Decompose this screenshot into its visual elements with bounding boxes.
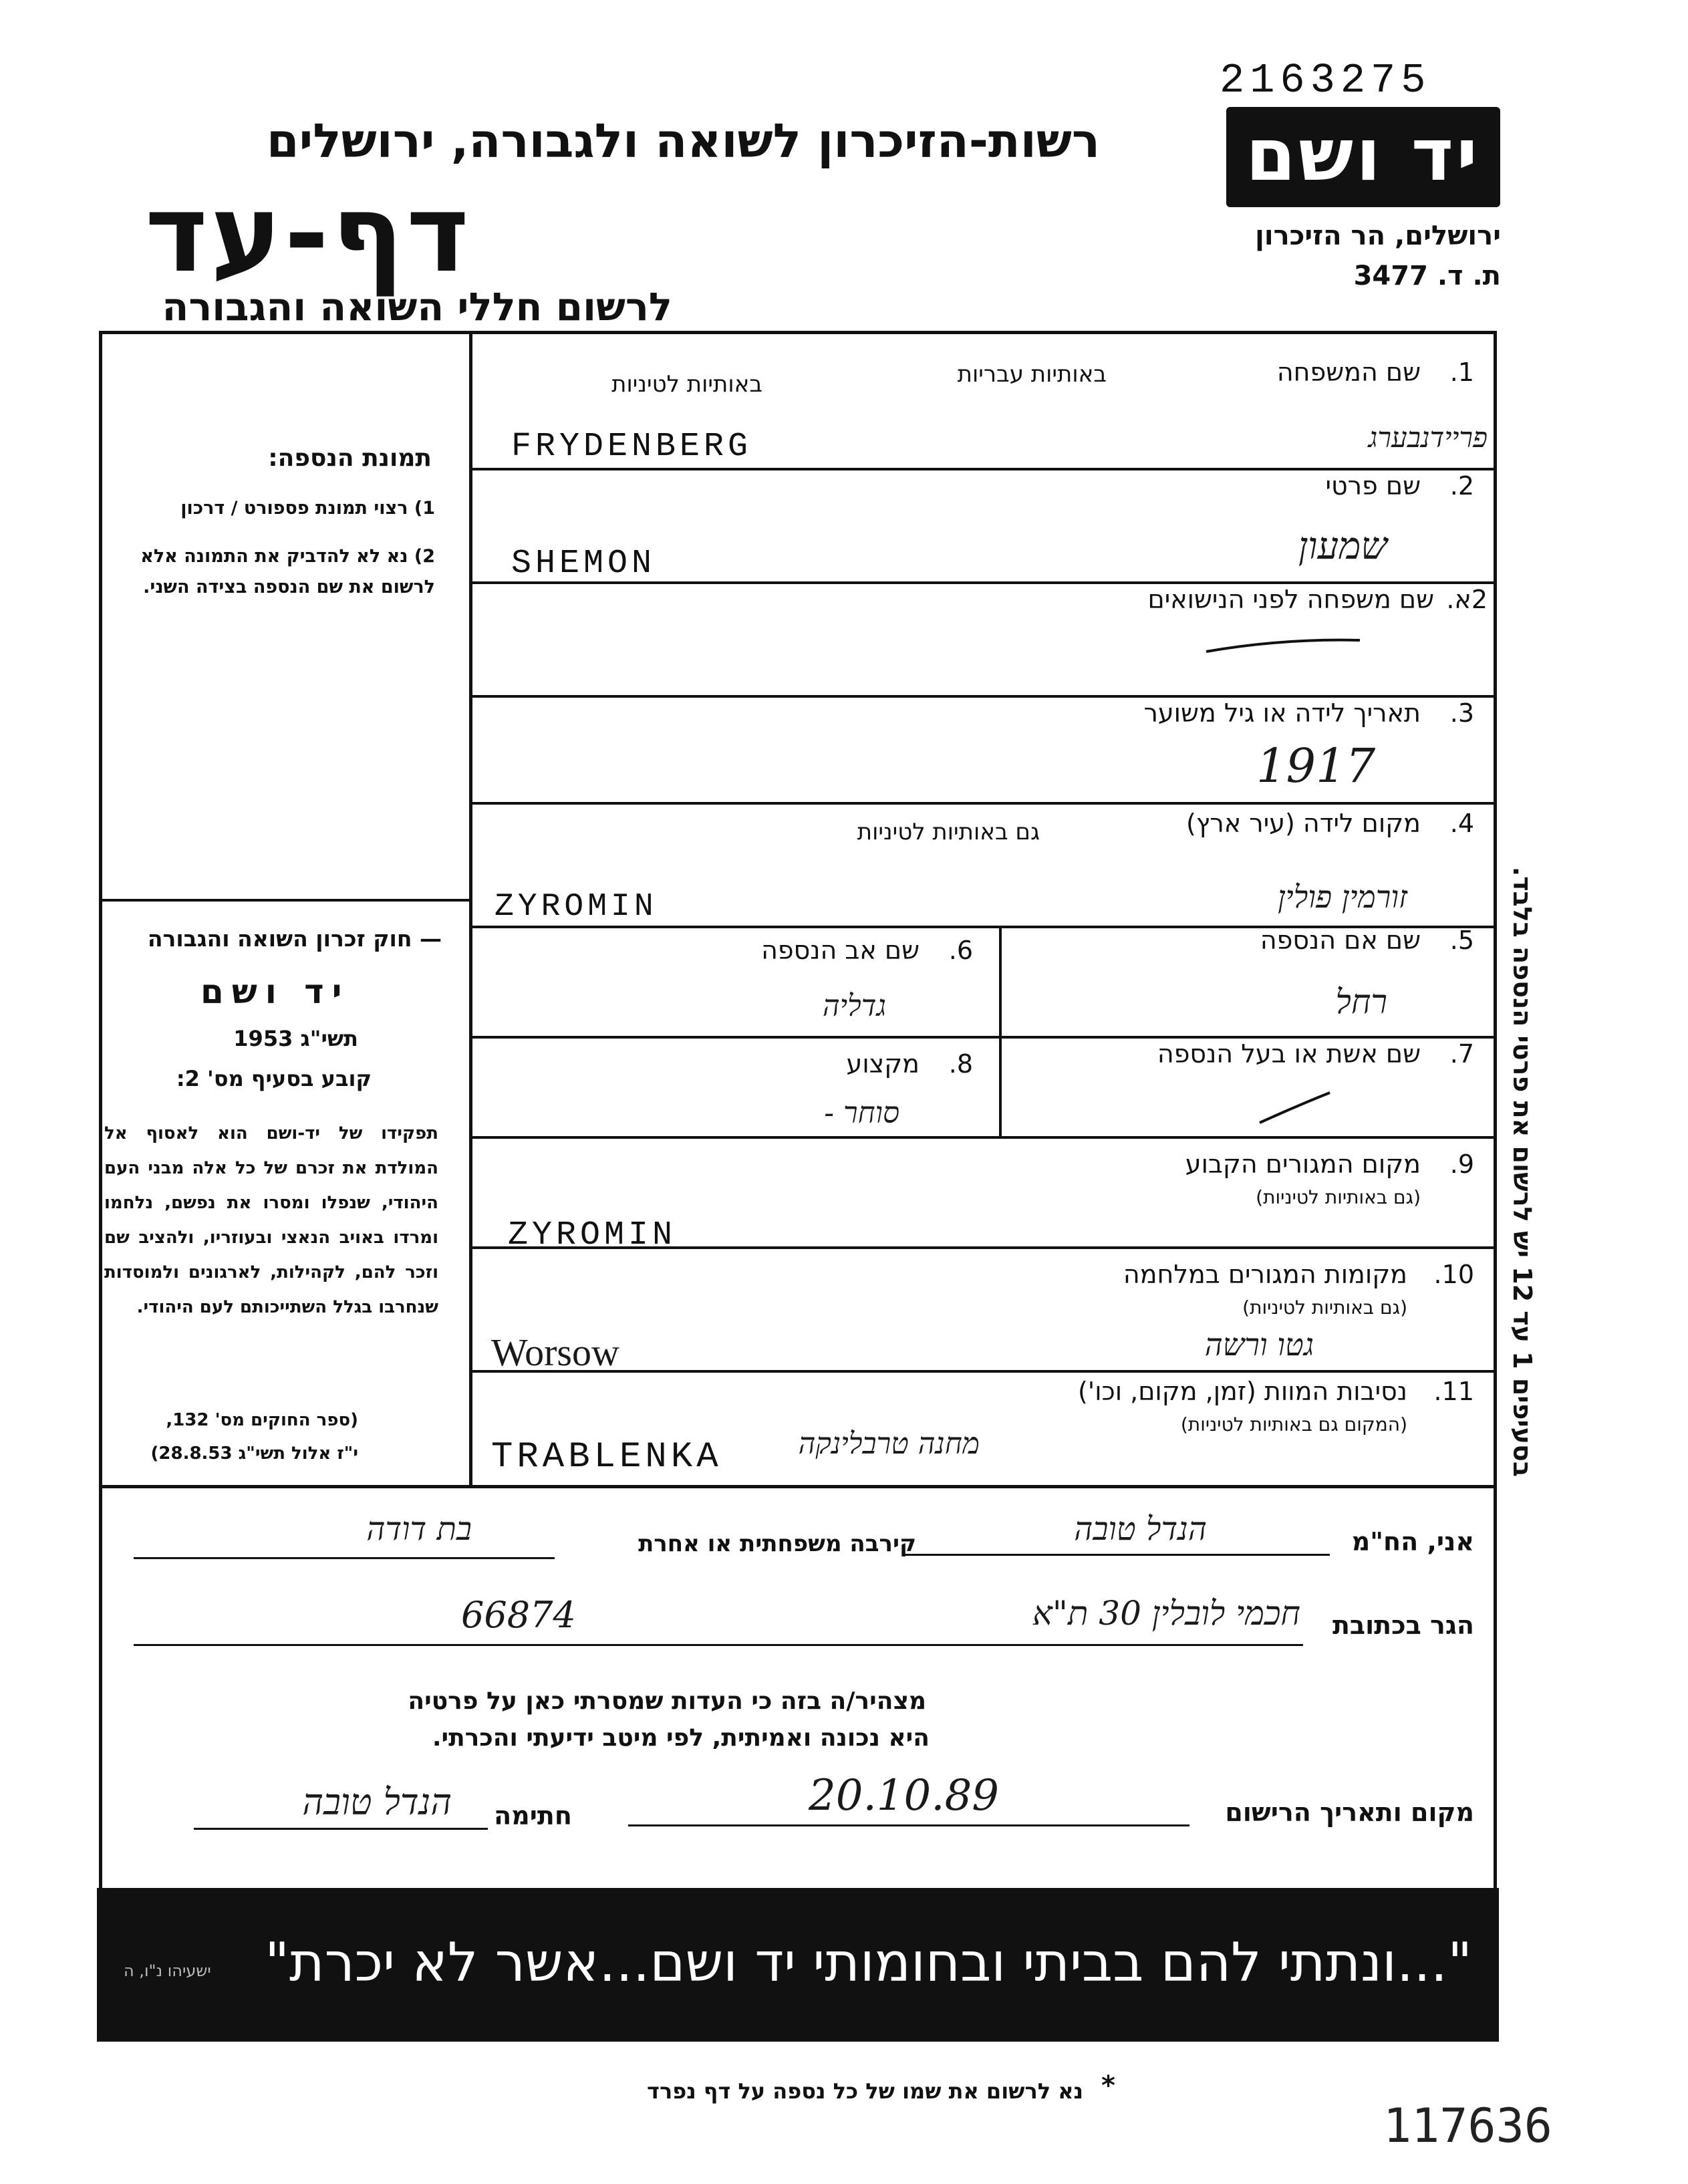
declarant-zip-value: 66874 xyxy=(461,1594,576,1636)
row-line-9 xyxy=(471,1370,1497,1373)
place-date-value: 20.10.89 xyxy=(809,1771,999,1820)
signature-label: חתימה xyxy=(494,1801,572,1830)
declarant-ani-value: הנדל טובה xyxy=(1074,1510,1207,1548)
declarant-kirva-value: בת דודה xyxy=(366,1510,472,1548)
declarant-kirva-line xyxy=(134,1557,555,1559)
footer-note: נא לרשום את שמו של כל נספה על דף נפרד xyxy=(647,2078,1083,2104)
law-body: תפקידו של יד-ושם הוא לאסוף אל המולדת את זכרם של כל אלה מבני העם היהודי, שנפלו ומסרו את נפשם, נלחמו ומרדו באויב הנאצי ובעוזריו, ולהציב שם וזכר להם, לקהילות, לארגונים ולמוסדות שנחרבו בגלל השתייכותם לעם היהודי. xyxy=(104,1123,438,1317)
field6-label: שם אב הנספה xyxy=(761,936,920,965)
photo-box-title: תמונת הנספה: xyxy=(268,444,432,472)
declarant-kirva-label: קירבה משפחתית או אחרת xyxy=(638,1530,916,1557)
quote-banner xyxy=(97,1888,1499,2042)
law-line3: תשי"ג 1953 xyxy=(233,1026,358,1051)
header-authority: רשות-הזיכרון לשואה ולגבורה, ירושלים xyxy=(266,114,1100,168)
field1-label: שם המשפחה xyxy=(1276,358,1421,387)
declarant-address-line xyxy=(134,1644,1303,1646)
header-subtitle: לרשום חללי השואה והגבורה xyxy=(162,284,672,329)
field3-label: תאריך לידה או גיל משוער xyxy=(1143,698,1421,728)
field4-value-latin: ZYROMIN xyxy=(495,889,658,925)
declaration-line2: היא נכונה ואמיתית, לפי מיטב ידיעתי והכרתי. xyxy=(432,1724,930,1752)
field6-number: 6. xyxy=(948,936,973,965)
side-note: בסעיפים 1 עד 12 יש לרשום את פרטי הנספה בלבד. xyxy=(1508,866,1537,1477)
law-line4: קובע בסעיף מס' 2: xyxy=(176,1066,372,1091)
field9-sub: (גם באותיות לטיניות) xyxy=(1256,1186,1421,1208)
field9-number: 9. xyxy=(1449,1149,1474,1179)
signature-line xyxy=(194,1828,488,1830)
field7-label: שם אשת או בעל הנספה xyxy=(1157,1039,1421,1069)
left-column-separator xyxy=(99,899,472,902)
field2-number: 2. xyxy=(1449,471,1474,501)
field3-value: 1917 xyxy=(1256,738,1376,793)
field2-value-hebrew: שמעון xyxy=(1298,525,1387,568)
logo-address-line2: ת. ד. 3477 xyxy=(1353,261,1501,291)
field1-value-hebrew: פריידנבערג xyxy=(1368,421,1488,454)
field11-value-hebrew: מחנה טרבלינקה xyxy=(798,1427,980,1461)
field1-col-latin: באותיות לטיניות xyxy=(611,371,762,398)
field9-label: מקום המגורים הקבוע xyxy=(1185,1149,1421,1179)
declarant-ani-label: אני, הח"מ xyxy=(1351,1527,1474,1556)
field10-label: מקומות המגורים במלחמה xyxy=(1123,1260,1407,1289)
field1-value-latin: FRYDENBERG xyxy=(511,428,752,466)
field2-value-latin: SHEMON xyxy=(511,545,656,583)
law-ref1: (ספר החוקים מס' 132, xyxy=(166,1410,358,1430)
law-line2: יד ושם xyxy=(200,972,350,1011)
field5-label: שם אם הנספה xyxy=(1260,926,1421,955)
field10-number: 10. xyxy=(1433,1260,1474,1289)
declarant-ani-line xyxy=(902,1554,1330,1556)
field3-number: 3. xyxy=(1449,698,1474,728)
field7-number: 7. xyxy=(1449,1039,1474,1069)
field2a-dash xyxy=(1203,635,1363,655)
signature-value: הנדל טובה xyxy=(302,1781,452,1823)
field1-col-hebrew: באותיות עבריות xyxy=(957,361,1107,388)
row-line-6 xyxy=(471,1036,1497,1039)
field10-value-hebrew: גטו ורשה xyxy=(1204,1327,1314,1363)
field4-label: מקום לידה (עיר ארץ) xyxy=(1186,809,1421,838)
field9-value-latin: ZYROMIN xyxy=(508,1216,677,1254)
row-line-3 xyxy=(471,695,1497,698)
quote-banner-source: ישעיהו נ"ו, ה xyxy=(124,1961,211,1980)
field10-value-latin: Worsow xyxy=(491,1331,619,1374)
field11-value-latin: TRABLENKA xyxy=(491,1437,722,1478)
row-line-1 xyxy=(471,468,1497,470)
field10-sub: (גם באותיות לטיניות) xyxy=(1242,1296,1407,1319)
footer-star: * xyxy=(1101,2070,1115,2101)
declaration-line1: מצהיר/ה בזה כי העדות שמסרתי כאן על פרטיה xyxy=(408,1687,926,1715)
field5-value: רחל xyxy=(1335,982,1387,1021)
field6-value: גדליה xyxy=(822,989,886,1023)
field4-value-hebrew: זורמין פולין xyxy=(1277,879,1407,915)
document-number-bottom: 117636 xyxy=(1383,2098,1552,2153)
quote-banner-text: "...ונתתי להם בביתי ובחומותי יד ושם...אשר לא יכרת" xyxy=(265,1931,1472,1994)
row-line-4 xyxy=(471,802,1497,805)
field7-dash xyxy=(1256,1089,1337,1129)
photo-box-item2: 2) נא לא להדביק את התמונה אלא לרשום את שם הנספה בצידה השני. xyxy=(140,546,435,597)
field11-label: נסיבות המוות (זמן, מקום, וכו') xyxy=(1077,1377,1407,1406)
row-line-7 xyxy=(471,1136,1497,1139)
left-column-divider xyxy=(469,331,472,1485)
law-ref2: י"ז אלול תשי"ג 28.8.53) xyxy=(150,1444,358,1464)
document-number-top: 2163275 xyxy=(1220,57,1431,104)
field2a-number: 2א. xyxy=(1446,585,1488,614)
field11-number: 11. xyxy=(1433,1377,1474,1406)
field8-label: מקצוע xyxy=(846,1049,920,1079)
photo-box-item1: 1) רצוי תמונת פספורט / דרכון xyxy=(180,498,435,519)
field4-number: 4. xyxy=(1449,809,1474,838)
field4-col-latin: גם באותיות לטיניות xyxy=(857,819,1040,845)
field1-number: 1. xyxy=(1449,358,1474,387)
field11-sub: (המקום גם באותיות לטיניות) xyxy=(1180,1413,1407,1436)
place-date-label: מקום ותאריך הרישום xyxy=(1225,1798,1474,1827)
field8-number: 8. xyxy=(948,1049,973,1079)
field8-value: סוחר - xyxy=(824,1096,899,1130)
page-title: דף-עד xyxy=(144,171,472,296)
yad-vashem-logo xyxy=(1226,107,1500,207)
logo-address-line1: ירושלים, הר הזיכרון xyxy=(1255,221,1501,251)
declarant-address-value: חכמי לובלין 30 ת"א xyxy=(1032,1594,1300,1633)
declarant-address-label: הגר בכתובת xyxy=(1332,1611,1474,1640)
place-date-line xyxy=(628,1824,1189,1826)
field2a-label: שם משפחה לפני הנישואים xyxy=(1147,585,1434,614)
law-line1: — חוק זכרון השואה והגבורה xyxy=(147,926,442,952)
field5-number: 5. xyxy=(1449,926,1474,955)
row-divider-5-8 xyxy=(999,926,1002,1136)
field2-label: שם פרטי xyxy=(1325,471,1421,501)
logo-text: יד ושם xyxy=(1245,114,1480,197)
